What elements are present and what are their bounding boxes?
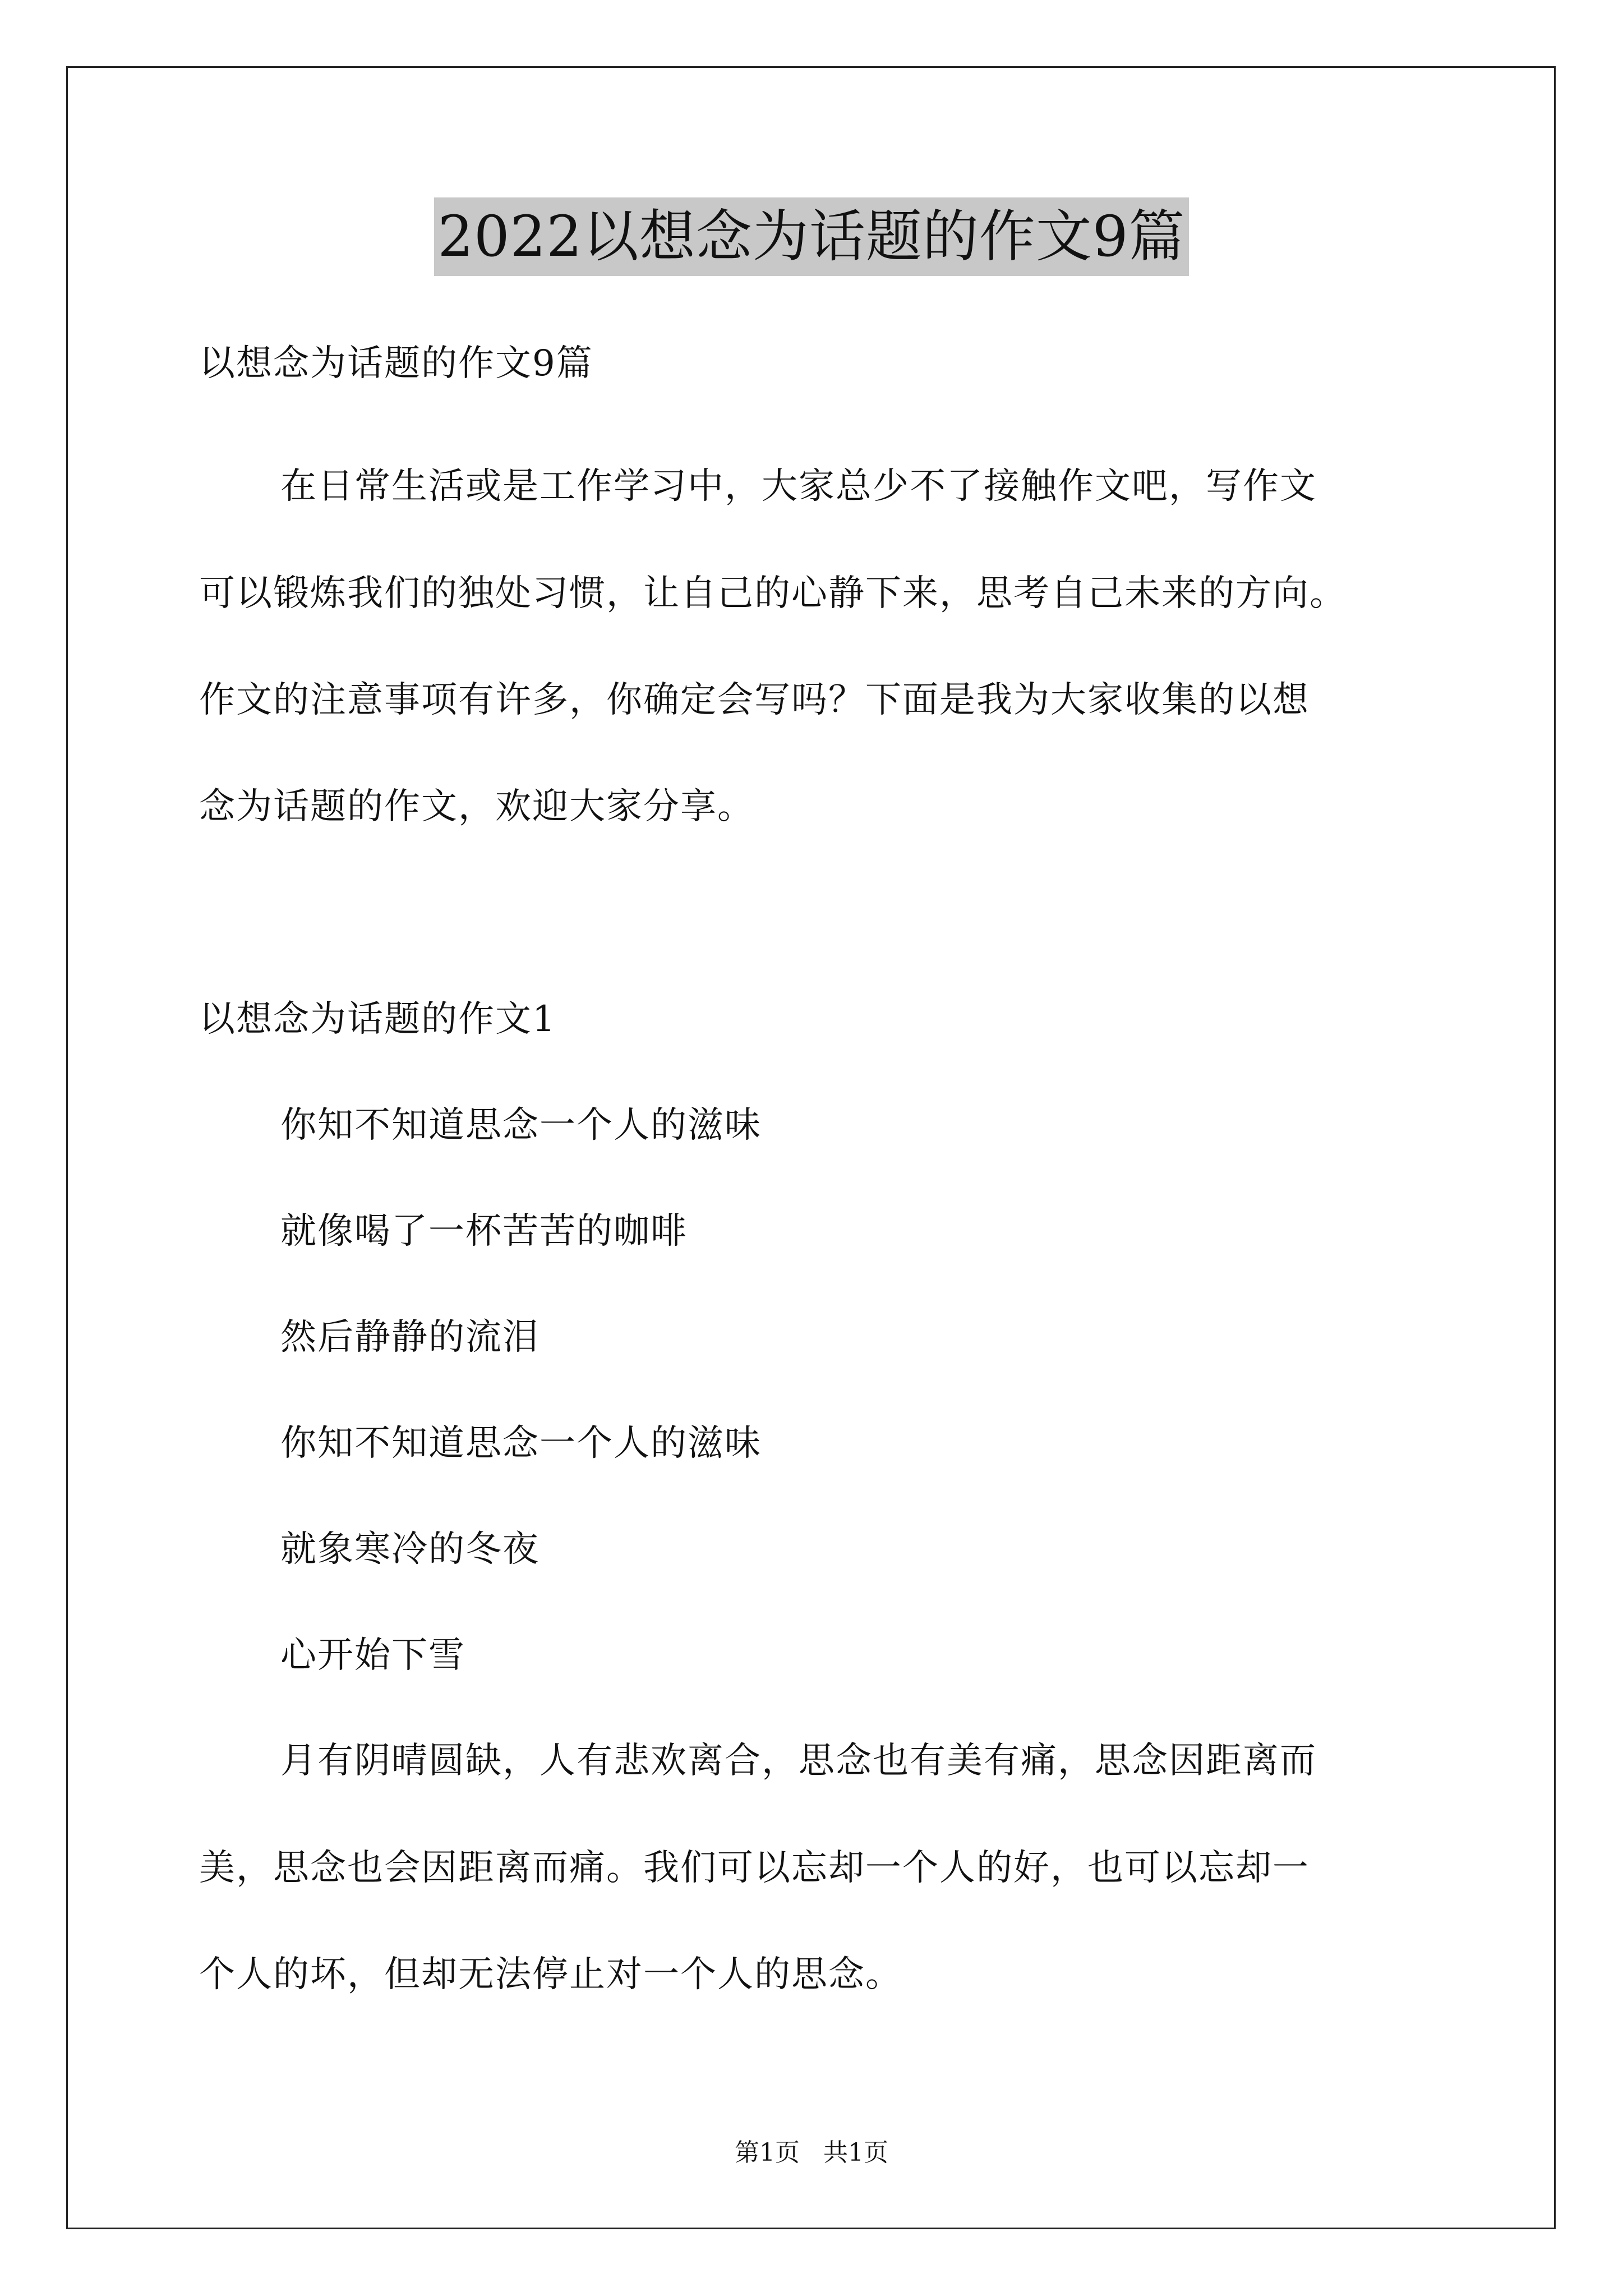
poem-line: 就象寒冷的冬夜 (280, 1529, 540, 1570)
document-subtitle: 以想念为话题的作文9篇 (199, 343, 593, 384)
poem-line: 然后静静的流泪 (280, 1317, 540, 1358)
section-heading: 以想念为话题的作文1 (199, 999, 556, 1040)
closing-line: 月有阴晴圆缺，人有悲欢离合，思念也有美有痛，思念因距离而 (280, 1740, 1317, 1782)
closing-line: 美，思念也会因距离而痛。我们可以忘却一个人的好，也可以忘却一 (199, 1847, 1310, 1889)
closing-line: 个人的坏，但却无法停止对一个人的思念。 (199, 1954, 902, 1995)
intro-line: 可以锻炼我们的独处习惯，让自己的心静下来，思考自己未来的方向。 (199, 573, 1347, 614)
page-border (66, 66, 1556, 2229)
intro-line: 念为话题的作文，欢迎大家分享。 (199, 786, 754, 827)
document-title: 2022以想念为话题的作文9篇 (434, 197, 1188, 276)
poem-line: 就像喝了一杯苦苦的咖啡 (280, 1211, 688, 1252)
poem-line: 你知不知道思念一个人的滋味 (280, 1423, 762, 1464)
intro-line: 作文的注意事项有许多，你确定会写吗？下面是我为大家收集的以想 (199, 679, 1310, 721)
title-container (0, 197, 1623, 276)
poem-line: 心开始下雪 (280, 1635, 465, 1676)
intro-line: 在日常生活或是工作学习中，大家总少不了接触作文吧，写作文 (280, 466, 1317, 507)
poem-line: 你知不知道思念一个人的滋味 (280, 1105, 762, 1146)
page-footer: 第1页 共1页 (735, 2138, 888, 2167)
